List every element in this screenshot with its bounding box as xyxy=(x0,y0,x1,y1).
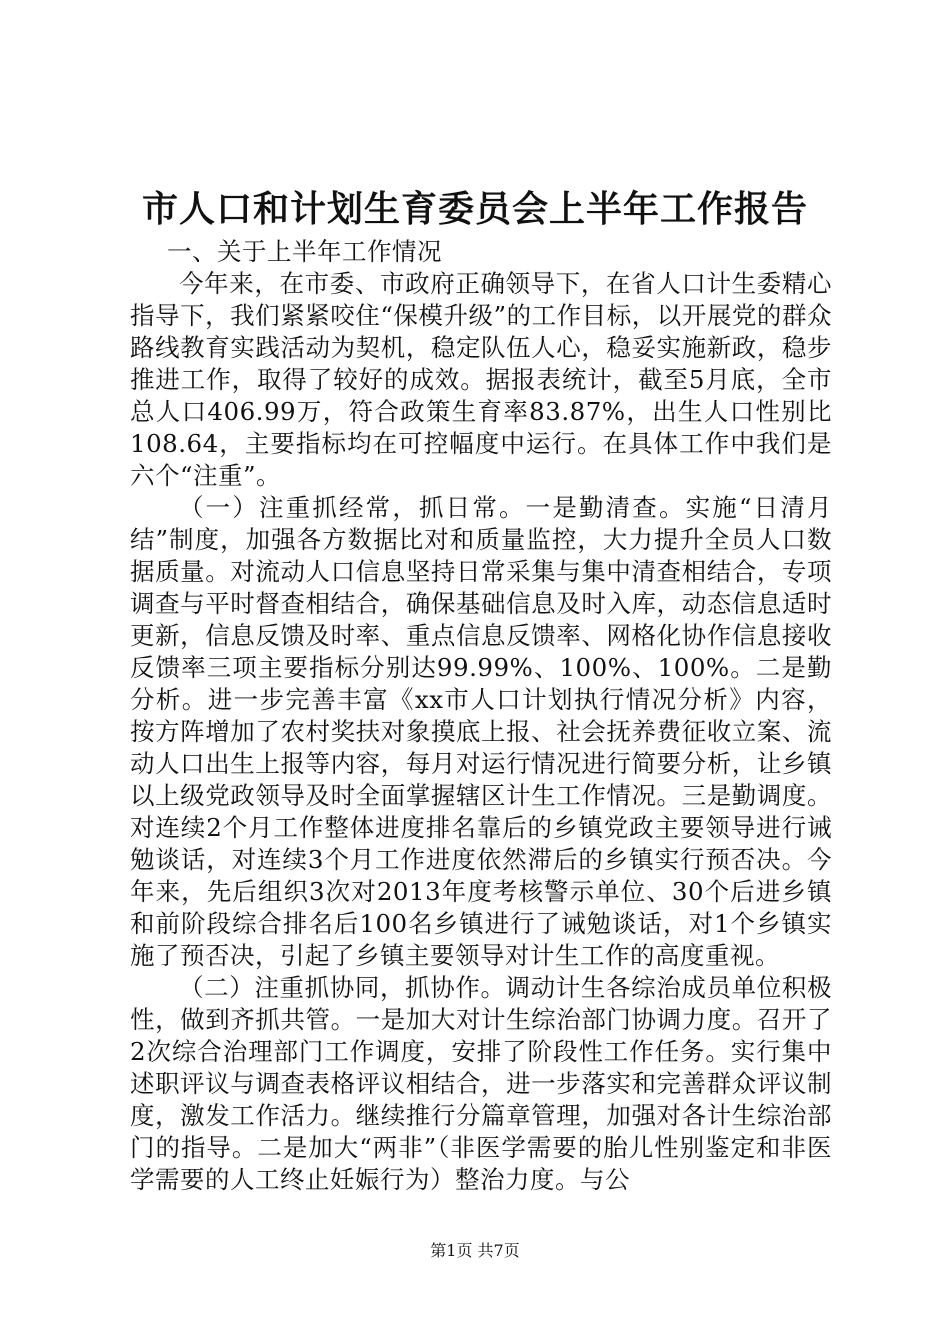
paragraph-section-one: （一）注重抓经常，抓日常。一是勤清查。实施“日清月结”制度，加强各方数据比对和质量监控，大力提升全员人口数据质量。对流动人口信息坚持日常采集与集中清查相结合，专项调查与平时督查相结合，确保基础信息及时入库，动态信息适时更新，信息反馈及时率、重点信息反馈率、网格化协作信息接收反馈率三项主要指标分别达99.99%、100%、100%。二是勤分析。进一步完善丰富《xx市人口计划执行情况分析》内容，按方阵增加了农村奖扶对象摸底上报、社会抚养费征收立案、流动人口出生上报等内容，每月对运行情况进行简要分析，让乡镇以上级党政领导及时全面掌握辖区计生工作情况。三是勤调度。对连续2个月工作整体进度排名靠后的乡镇党政主要领导进行诫勉谈话，对连续3个月工作进度依然滞后的乡镇实行预否决。今年来，先后组织3次对2013年度考核警示单位、30个后进乡镇和前阶段综合排名后100名乡镇进行了诫勉谈话，对1个乡镇实施了预否决，引起了乡镇主要领导对计生工作的高度重视。 xyxy=(130,493,832,970)
section-heading: 一、关于上半年工作情况 xyxy=(167,237,442,266)
document-title: 市人口和计划生育委员会上半年工作报告 xyxy=(141,188,808,230)
page-number-footer: 第1页 共7页 xyxy=(430,1241,520,1260)
paragraph-overview: 今年来，在市委、市政府正确领导下，在省人口计生委精心指导下，我们紧紧咬住“保模升级”的工作目标，以开展党的群众路线教育实践活动为契机，稳定队伍人心，稳妥实施新政，稳步推进工作，取得了较好的成效。据报表统计，截至5月底，全市总人口406.99万，符合政策生育率83.87%，出生人口性别比108.64，主要指标均在可控幅度中运行。在具体工作中我们是六个“注重”。 xyxy=(130,269,832,490)
document-body xyxy=(130,236,832,1196)
paragraph-section-two: （二）注重抓协同，抓协作。调动计生各综治成员单位积极性，做到齐抓共管。一是加大对计生综治部门协调力度。召开了2次综合治理部门工作调度，安排了阶段性工作任务。实行集中述职评议与调查表格评议相结合，进一步落实和完善群众评议制度，激发工作活力。继续推行分篇章管理，加强对各计生综治部门的指导。二是加大“两非”（非医学需要的胎儿性别鉴定和非医学需要的人工终止妊娠行为）整治力度。与公 xyxy=(130,973,832,1194)
